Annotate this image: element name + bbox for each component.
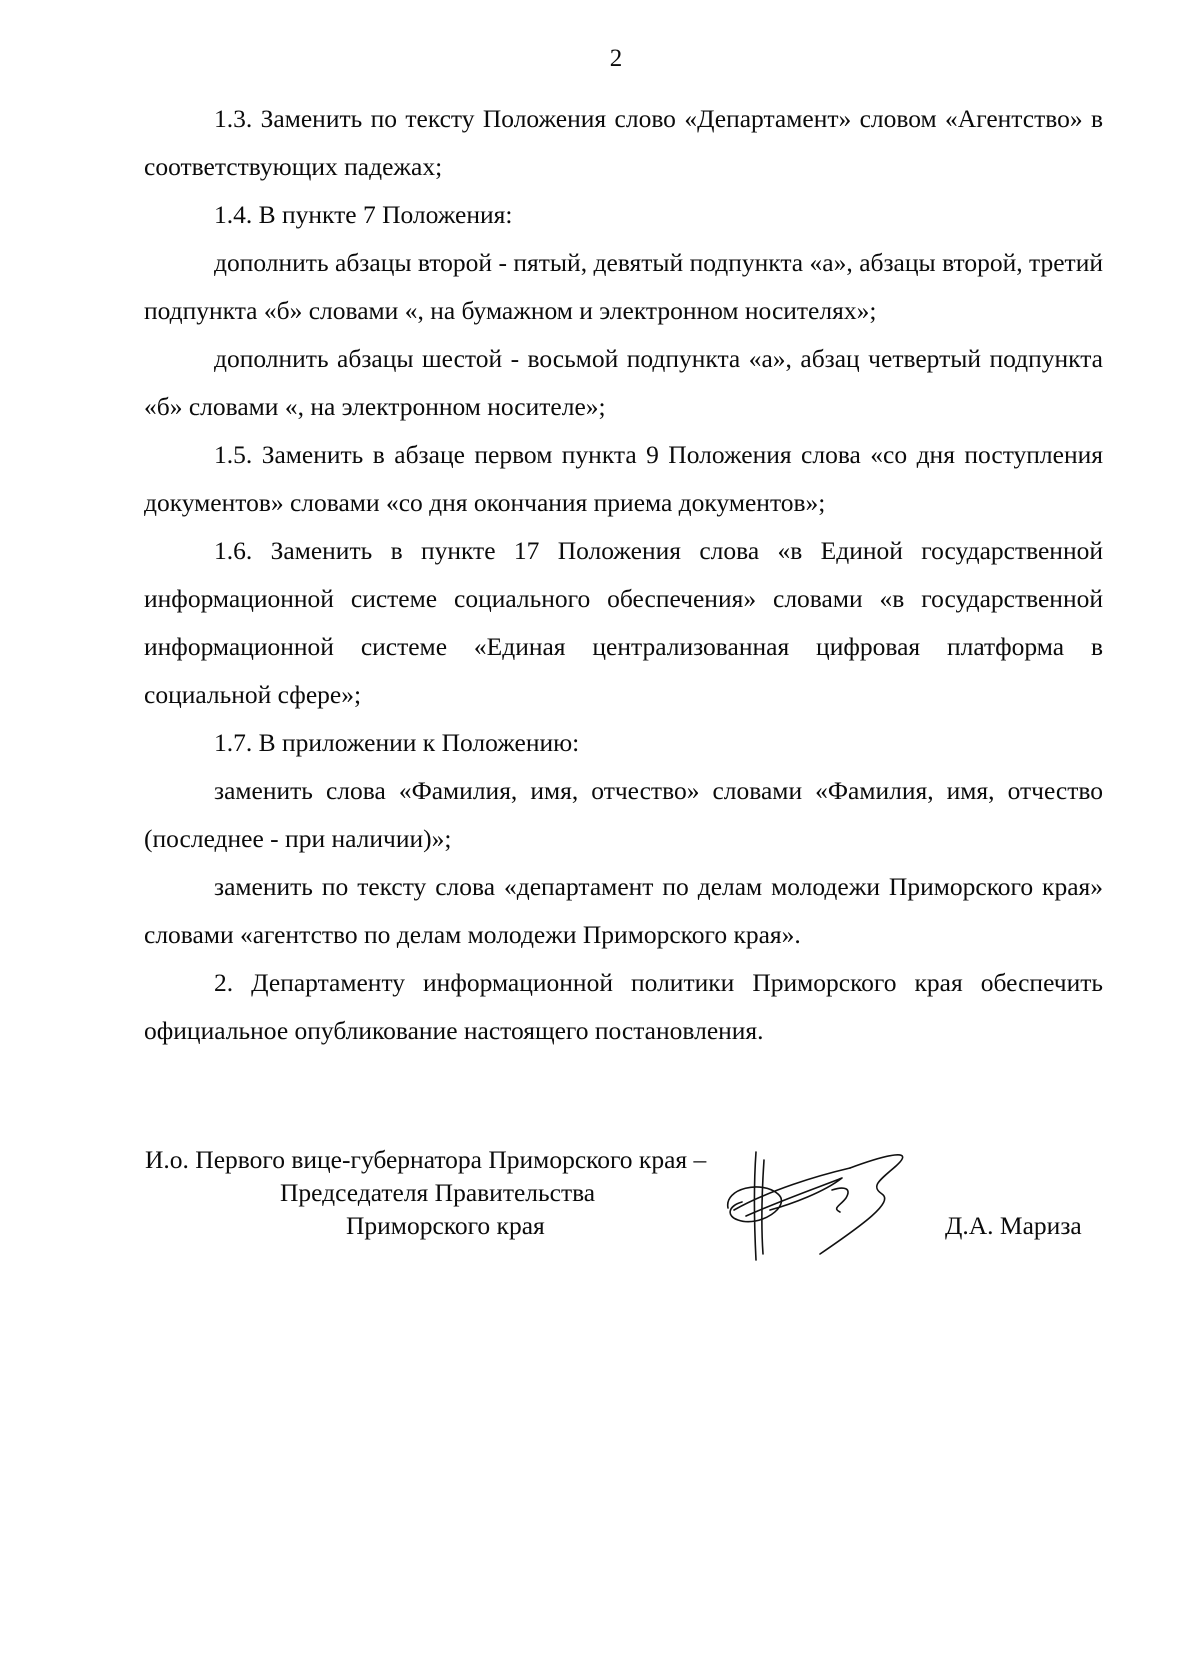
paragraph-1-7-amend-a: заменить слова «Фамилия, имя, отчество» словами «Фамилия, имя, отчество (последнее - при наличии)»; [144, 776, 1103, 853]
signatory-title-line-1: И.о. Первого вице-губернатора Приморского края – [145, 1145, 707, 1174]
signatory-title-line-2: Председателя Правительства [280, 1178, 596, 1207]
paragraph-1-3: 1.3. Заменить по тексту Положения слово «Департамент» словом «Агентство» в соответствующих падежах; [144, 104, 1103, 181]
paragraph-1-7-amend-b: заменить по тексту слова «департамент по делам молодежи Приморского края» словами «агентство по делам молодежи Приморского края». [144, 872, 1103, 949]
handwritten-signature [720, 1150, 950, 1270]
paragraph-2: 2. Департаменту информационной политики Приморского края обеспечить официальное опубликование настоящего постановления. [144, 968, 1103, 1045]
paragraph-1-5: 1.5. Заменить в абзаце первом пункта 9 Положения слова «со дня поступления документов» словами «со дня окончания приема документов»; [144, 440, 1103, 517]
paragraph-1-4-amend-b: дополнить абзацы шестой - восьмой подпункта «а», абзац четвертый подпункта «б» словами «, на электронном носителе»; [144, 344, 1103, 421]
signatory-name: Д.А. Мариза [945, 1211, 1082, 1240]
paragraph-1-7: 1.7. В приложении к Положению: [214, 728, 580, 757]
paragraph-1-4-amend-a: дополнить абзацы второй - пятый, девятый подпункта «а», абзацы второй, третий подпункта «б» словами «, на бумажном и электронном носителях»; [144, 248, 1103, 325]
signatory-title-line-3: Приморского края [346, 1211, 545, 1240]
paragraph-1-4: 1.4. В пункте 7 Положения: [214, 200, 513, 229]
page-number: 2 [609, 45, 623, 72]
signature-block [0, 1143, 1200, 1273]
paragraph-1-6: 1.6. Заменить в пункте 17 Положения слова «в Единой государственной информационной системе социального обеспечения» словами «в государственной информационной системе «Единая централизованная цифровая платформа в социальной сфере»; [144, 536, 1103, 709]
document-body [144, 95, 1103, 1055]
